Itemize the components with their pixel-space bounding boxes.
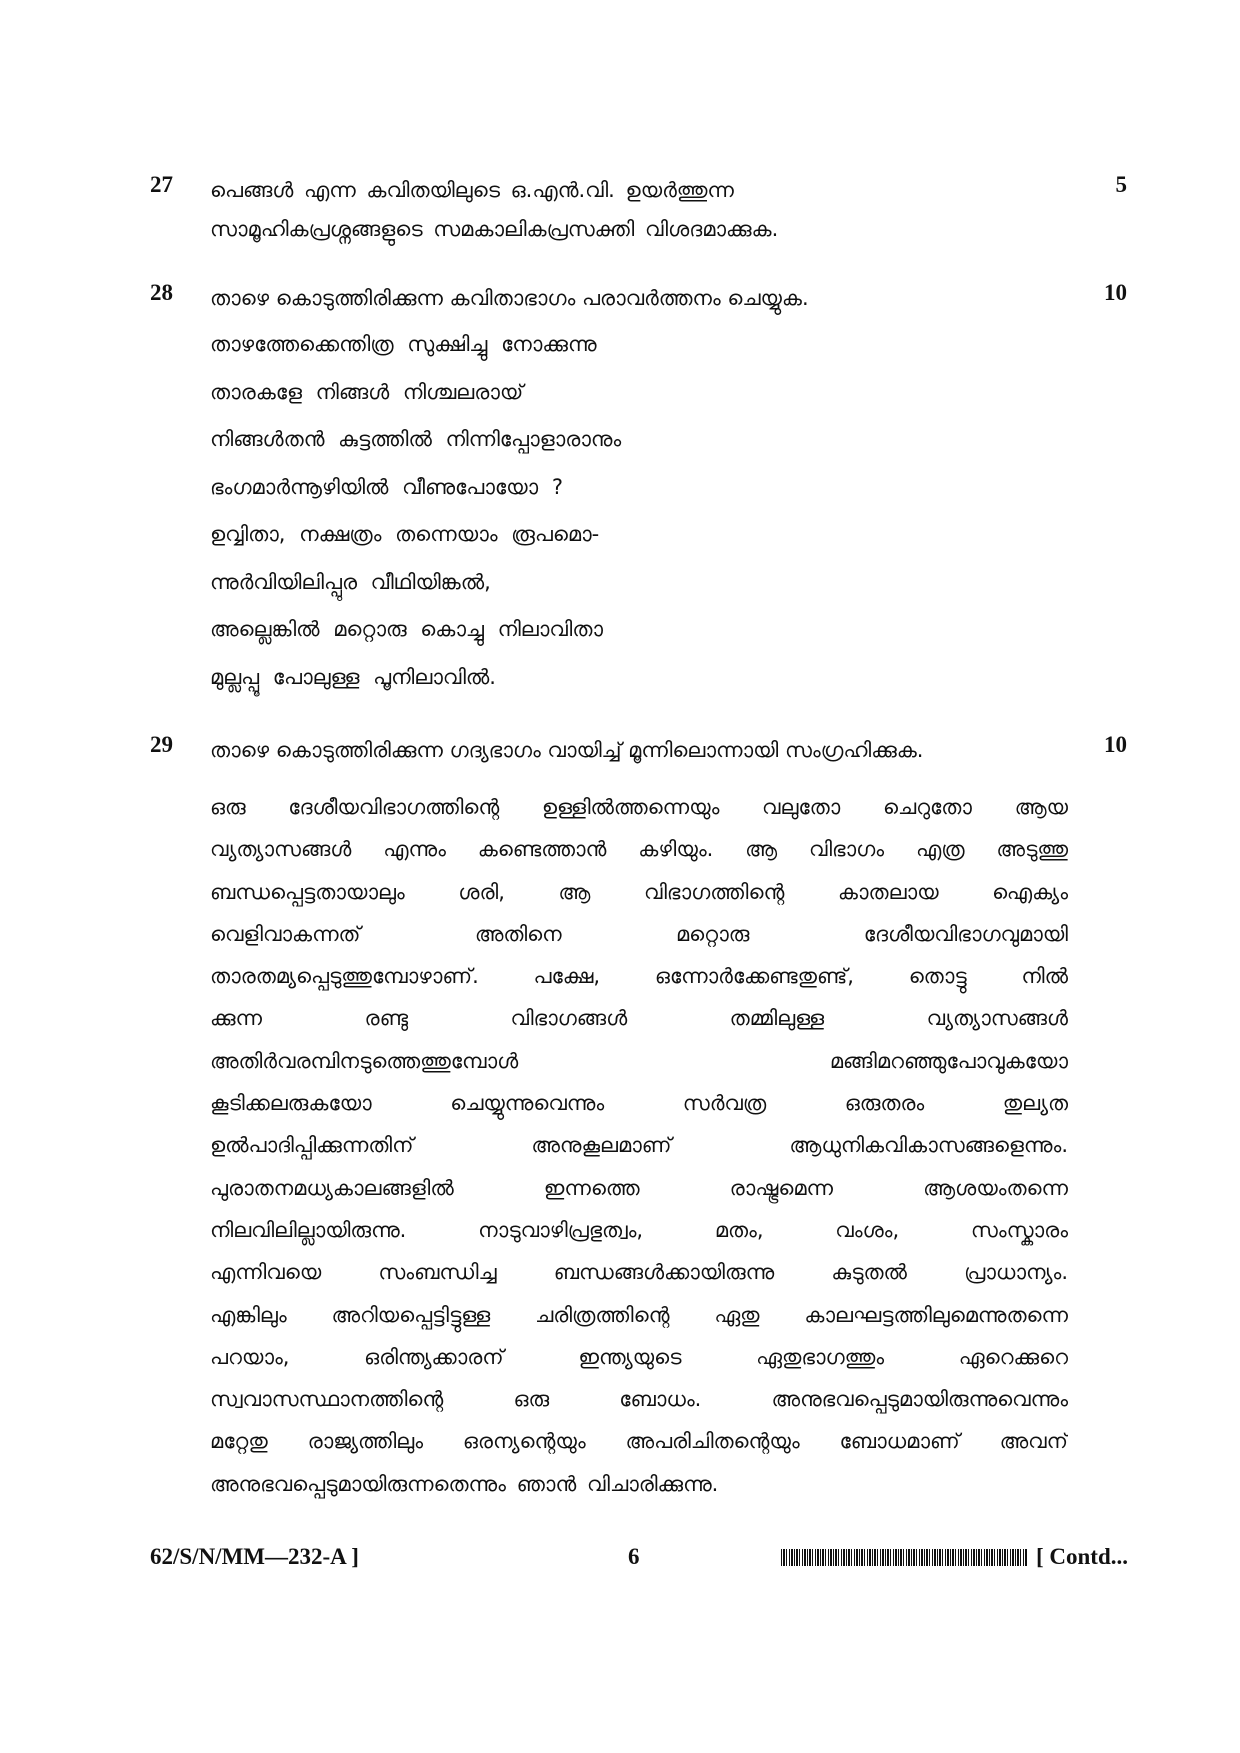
poem-line: നിങ്ങൾതൻ കുട്ടത്തിൽ നിന്നിപ്പോളാരാനും: [210, 427, 622, 451]
poem-line: ഭംഗമാർന്നൂഴിയിൽ വീണുപോയോ ?: [210, 474, 563, 499]
passage-line: സ്വവാസസ്ഥാനത്തിന്റെ ഒരു ബോധം. അനുഭവപ്പെടുമായിരുന്നുവെന്നും: [210, 1387, 1068, 1412]
question-number-28: 28: [150, 280, 173, 305]
poem-line: താരകളേ നിങ്ങൾ നിശ്ചലരായ്: [210, 379, 524, 404]
barcode: [781, 1549, 1027, 1566]
passage-line: ബന്ധപ്പെട്ടതായാലും ശരി, ആ വിഭാഗത്തിന്റെ കാതലായ ഐക്യം: [210, 879, 1068, 904]
poem-line: അല്ലെങ്കിൽ മറ്റൊരു കൊച്ചു നിലാവിതാ: [210, 617, 604, 641]
page-number: 6: [628, 1544, 640, 1569]
poem-line: ന്നുർവിയിലിപ്പുര വീഥിയിങ്കൽ,: [210, 569, 491, 594]
question-number-27: 27: [150, 172, 173, 197]
passage-line: അനുഭവപ്പെടുമായിരുന്നതെന്നും ഞാൻ വിചാരിക്കുന്നു.: [210, 1471, 719, 1496]
passage-line: പറയാം, ഒരിന്ത്യക്കാരന് ഇന്ത്യയുടെ ഏതുഭാഗത്തും ഏറെക്കുറെ: [210, 1344, 1068, 1369]
question-text-27: [210, 171, 1090, 249]
page-footer: [150, 1541, 1128, 1573]
question-marks-27: 5: [1115, 172, 1127, 197]
passage-line: വെളിവാകന്നത് അതിനെ മറ്റൊരു ദേശീയവിഭാഗവുമായി: [210, 921, 1068, 946]
question-marks-28: 10: [1104, 280, 1127, 305]
question-prompt-29: താഴെ കൊടുത്തിരിക്കുന്ന ഗദ്യഭാഗം വായിച്ച് മൂന്നിലൊന്നായി സംഗ്രഹിക്കുക.: [210, 738, 924, 762]
passage-line: എന്നിവയെ സംബന്ധിച്ച ബന്ധങ്ങൾക്കായിരുന്നു കുടുതൽ പ്രാധാന്യം.: [210, 1260, 1068, 1285]
question-line: പെങ്ങൾ എന്ന കവിതയിലുടെ ഒ.എൻ.വി. ഉയർത്തുന്ന: [210, 178, 734, 202]
question-prompt-28: താഴെ കൊടുത്തിരിക്കുന്ന കവിതാഭാഗം പരാവർത്തനം ചെയ്യുക.: [210, 286, 809, 310]
passage-line: എങ്കിലും അറിയപ്പെട്ടിട്ടുള്ള ചരിത്രത്തിന്റെ ഏതു കാലഘട്ടത്തിലുമെന്നുതന്നെ: [210, 1302, 1068, 1327]
poem-line: താഴത്തേക്കെന്തിത്ര സുക്ഷിച്ചു നോക്കുന്നു: [210, 332, 597, 356]
passage-line: അതിർവരമ്പിനടുത്തെത്തുമ്പോൾ മങ്ങിമറഞ്ഞുപോവുകയോ: [210, 1048, 1068, 1073]
prose-passage: [210, 786, 1068, 1505]
passage-line: വ്യത്യാസങ്ങൾ എന്നും കണ്ടെത്താൻ കഴിയും. ആ വിഭാഗം എത്ര അടുത്തു: [210, 837, 1068, 862]
passage-line: ഉൽപാദിപ്പിക്കുന്നതിന് അനുകൂലമാണ് ആധുനികവികാസങ്ങളെന്നും.: [210, 1133, 1068, 1158]
poem-line: മുല്ലപ്പൂ പോലുള്ള പൂനിലാവിൽ.: [210, 664, 496, 689]
passage-line: കൂടിക്കലരുകയോ ചെയ്യുന്നുവെന്നും സർവത്ര ഒരുതരം തുല്യത: [210, 1091, 1068, 1116]
question-line: സാമൂഹികപ്രശ്നങ്ങളുടെ സമകാലികപ്രസക്തി വിശദമാക്കുക.: [210, 217, 779, 241]
poem-passage: [210, 321, 1090, 701]
passage-line: പുരാതനമധ്യകാലങ്ങളിൽ ഇന്നത്തെ രാഷ്ട്രമെന്ന ആശയംതന്നെ: [210, 1175, 1068, 1200]
passage-line: ഒരു ദേശീയവിഭാഗത്തിന്റെ ഉള്ളിൽത്തന്നെയും വലുതോ ചെറുതോ ആയ: [210, 795, 1068, 819]
continued-label: [ Contd...: [1035, 1544, 1128, 1569]
question-number-29: 29: [150, 732, 173, 757]
passage-line: ക്കുന്ന രണ്ടു വിഭാഗങ്ങൾ തമ്മിലുള്ള വ്യത്യാസങ്ങൾ: [210, 1006, 1068, 1031]
passage-line: താരതമ്യപ്പെടുത്തുമ്പോഴാണ്. പക്ഷേ, ഒന്നോർക്കേണ്ടതുണ്ട്, തൊട്ടു നിൽ: [210, 964, 1068, 989]
passage-line: മറ്റേതു രാജ്യത്തിലും ഒരന്യന്റെയും അപരിചിതന്റെയും ബോധമാണ് അവന്: [210, 1429, 1068, 1454]
paper-code: 62/S/N/MM—232-A ]: [150, 1544, 359, 1569]
question-marks-29: 10: [1104, 732, 1127, 757]
passage-line: നിലവിലില്ലായിരുന്നു. നാടുവാഴിപ്രഭുത്വം, മതം, വംശം, സംസ്കാരം: [210, 1217, 1068, 1242]
poem-line: ഉവ്വിതാ, നക്ഷത്രം തന്നെയാം രൂപമൊ-: [210, 522, 600, 546]
